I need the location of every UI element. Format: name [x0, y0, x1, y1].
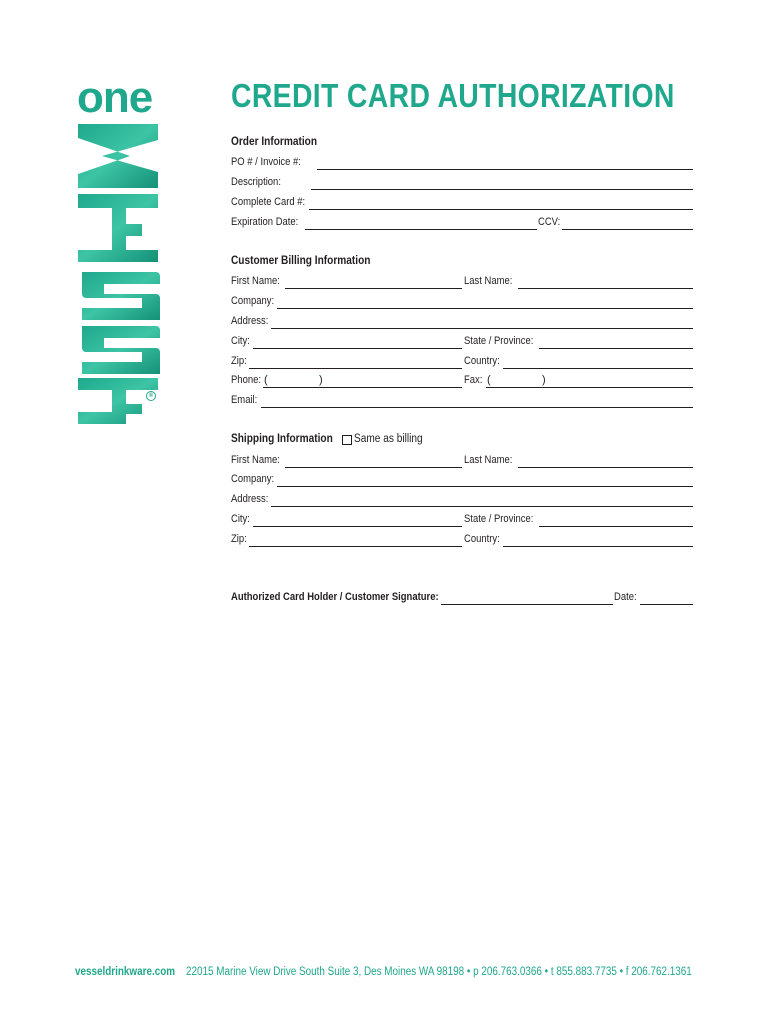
shipping-city-field[interactable] [253, 526, 462, 527]
billing-address-label: Address: [231, 315, 269, 327]
fax-area-open: ( [487, 374, 491, 386]
shipping-city-row [231, 513, 693, 527]
shipping-state-field[interactable] [539, 526, 693, 527]
billing-last-name-label: Last Name: [464, 275, 513, 287]
expiration-label: Expiration Date: [231, 216, 299, 228]
signature-date-label: Date: [614, 591, 637, 603]
expiration-row [231, 216, 693, 230]
same-as-billing-label: Same as billing [354, 433, 423, 445]
signature-date-field[interactable] [640, 604, 693, 605]
shipping-last-name-field[interactable] [518, 467, 693, 468]
signature-row [231, 591, 693, 605]
billing-heading: Customer Billing Information [231, 255, 371, 267]
shipping-address-label: Address: [231, 493, 269, 505]
signature-field[interactable] [441, 604, 613, 605]
registered-mark: ® [146, 391, 156, 401]
shipping-address-field[interactable] [271, 506, 693, 507]
billing-first-name-label: First Name: [231, 275, 280, 287]
shipping-state-label: State / Province: [464, 513, 534, 525]
shipping-country-field[interactable] [503, 546, 693, 547]
billing-address-row [231, 315, 693, 329]
shipping-name-row [231, 454, 693, 468]
card-number-row [231, 196, 693, 210]
logo-one-text: one [77, 73, 153, 122]
shipping-first-name-label: First Name: [231, 454, 280, 466]
shipping-first-name-field[interactable] [285, 467, 462, 468]
shipping-city-label: City: [231, 513, 250, 525]
billing-state-field[interactable] [539, 348, 693, 349]
shipping-company-row [231, 473, 693, 487]
billing-last-name-field[interactable] [518, 288, 693, 289]
billing-email-label: Email: [231, 394, 258, 406]
shipping-address-row [231, 493, 693, 507]
po-invoice-field[interactable] [317, 169, 693, 170]
shipping-company-label: Company: [231, 473, 275, 485]
billing-city-row [231, 335, 693, 349]
billing-zip-label: Zip: [231, 355, 247, 367]
billing-country-field[interactable] [503, 368, 693, 369]
description-row [231, 176, 693, 190]
billing-phone-row [231, 374, 693, 388]
billing-city-field[interactable] [253, 348, 462, 349]
shipping-country-label: Country: [464, 533, 500, 545]
footer-website[interactable]: vesseldrinkware.com [75, 966, 176, 978]
signature-label: Authorized Card Holder / Customer Signature: [231, 591, 439, 603]
billing-zip-row [231, 355, 693, 369]
page-title: CREDIT CARD AUTHORIZATION [231, 77, 675, 114]
shipping-zip-label: Zip: [231, 533, 247, 545]
po-invoice-label: PO # / Invoice #: [231, 156, 301, 168]
billing-email-row [231, 394, 693, 408]
phone-area-close: ) [319, 374, 323, 386]
billing-company-field[interactable] [277, 308, 693, 309]
billing-phone-label: Phone: [231, 374, 261, 386]
po-invoice-row [231, 156, 693, 170]
billing-state-label: State / Province: [464, 335, 534, 347]
expiration-field[interactable] [305, 229, 537, 230]
billing-name-row [231, 275, 693, 289]
logo-vessel-wordmark [78, 122, 160, 426]
billing-address-field[interactable] [271, 328, 693, 329]
ccv-field[interactable] [562, 229, 693, 230]
same-as-billing-checkbox[interactable] [342, 435, 352, 445]
billing-country-label: Country: [464, 355, 500, 367]
fax-area-close: ) [542, 374, 546, 386]
shipping-last-name-label: Last Name: [464, 454, 513, 466]
billing-company-label: Company: [231, 295, 275, 307]
billing-fax-field[interactable] [486, 387, 693, 388]
order-info-heading: Order Information [231, 136, 318, 148]
brand-logo [60, 73, 170, 406]
phone-area-open: ( [264, 374, 268, 386]
billing-zip-field[interactable] [249, 368, 462, 369]
billing-city-label: City: [231, 335, 250, 347]
billing-first-name-field[interactable] [285, 288, 462, 289]
description-field[interactable] [311, 189, 693, 190]
card-number-label: Complete Card #: [231, 196, 306, 208]
billing-phone-field[interactable] [263, 387, 462, 388]
shipping-company-field[interactable] [277, 486, 693, 487]
billing-fax-label: Fax: [464, 374, 483, 386]
billing-company-row [231, 295, 693, 309]
footer-address: 22015 Marine View Drive South Suite 3, Des Moines WA 98198 • p 206.763.0366 • t 855.883.7735 • f 206.762.1361 [186, 966, 692, 978]
description-label: Description: [231, 176, 281, 188]
shipping-zip-row [231, 533, 693, 547]
card-number-field[interactable] [309, 209, 693, 210]
shipping-heading: Shipping Information [231, 433, 333, 445]
billing-email-field[interactable] [261, 407, 693, 408]
shipping-zip-field[interactable] [249, 546, 462, 547]
ccv-label: CCV: [538, 216, 561, 228]
